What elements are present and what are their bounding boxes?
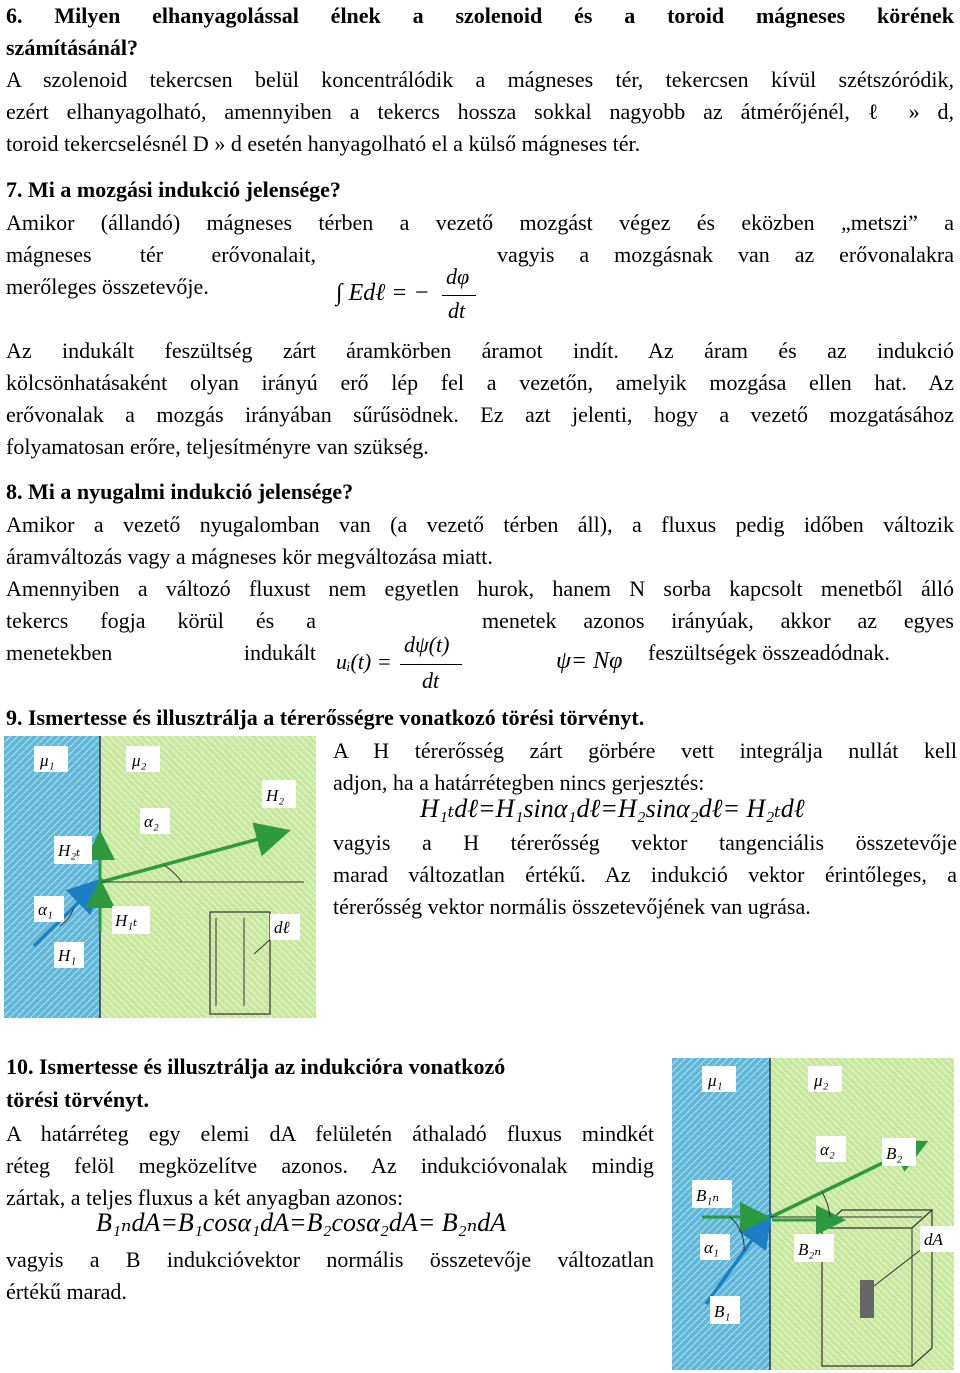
q10-text-line4: vagyis a B indukcióvektor normális összetevője változatlan xyxy=(6,1247,654,1272)
q10-text-line2: réteg felöl megközelítve azonos. Az indukcióvonalak mindig xyxy=(6,1153,654,1178)
q8-text-line4b: menetek azonos irányúak, akkor az egyes xyxy=(482,608,954,633)
alpha1-label: α₁ xyxy=(38,900,53,919)
q9-text-line4: marad változatlan értékű. Az indukció vektor érintőleges, a xyxy=(333,862,957,887)
q8-text-line2: áramváltozás vagy a mágneses kör megváltozása miatt. xyxy=(6,544,493,569)
formula-induced-voltage-denominator: dt xyxy=(422,668,440,693)
q10-text-line5: értékű marad. xyxy=(6,1279,127,1304)
mu1-label: μ₁ xyxy=(40,751,55,770)
da-surface xyxy=(860,1280,874,1318)
formula-motional-emf-lhs: ∫ Edℓ = − xyxy=(336,280,430,306)
mu1-label: μ₁ xyxy=(708,1071,723,1090)
medium2-region xyxy=(100,736,316,1018)
formula-flux-linkage: ψ= Nφ xyxy=(556,648,623,674)
mu2-label: μ₂ xyxy=(814,1071,829,1090)
q7-para2-line1: Az indukált feszültség zárt áramkörben áramot indít. Az áram és az indukció xyxy=(6,338,954,363)
q8-text-line5a: menetekben indukált xyxy=(6,640,316,665)
formula-b-normal: B₁ₙdA=B₁cosα₁dA=B₂cosα₂dA= B₂ₙdA xyxy=(96,1208,507,1237)
q7-para2-line2: kölcsönhatásaként olyan irányú erő lép fel a vezetőn, amelyik mozgása ellen hat. Az xyxy=(6,370,954,395)
dl-label: dℓ xyxy=(274,918,290,937)
alpha2-label: α₂ xyxy=(820,1140,835,1159)
alpha1-label: α₁ xyxy=(704,1238,719,1257)
mu2-label: μ₂ xyxy=(132,751,147,770)
q10-title-b: törési törvényt. xyxy=(6,1087,149,1112)
q9-title: 9. Ismertesse és illusztrálja a térerősségre vonatkozó törési törvényt. xyxy=(6,705,645,730)
q10-text-line3: zártak, a teljes fluxus a két anyagban azonos: xyxy=(6,1185,404,1210)
q9-text-line5: térerősség vektor normális összetevőjének van ugrása. xyxy=(333,894,811,919)
b1n-label: B₁ₙ xyxy=(696,1186,720,1205)
q7-text-line3: merőleges összetevője. xyxy=(6,274,209,299)
formula-motional-emf-denominator: dt xyxy=(448,298,466,323)
q7-text-line1: Amikor (állandó) mágneses térben a vezető mozgást végez és eközben „metszi” a xyxy=(6,210,954,235)
q6-text-line3: toroid tekercselésnél D » d esetén hanyagolható el a külső mágneses tér. xyxy=(6,131,641,156)
q6-text-line2: ezért elhanyagolható, amennyiben a tekercs hossza sokkal nagyobb az átmérőjénél, ℓ » d, xyxy=(6,99,954,124)
q8-text-line5b: feszültségek összeadódnak. xyxy=(648,640,890,665)
b2-label: B₂ xyxy=(886,1144,903,1163)
fraction-bar xyxy=(400,664,462,665)
alpha2-label: α₂ xyxy=(144,812,159,831)
q8-text-line1: Amikor a vezető nyugalomban van (a vezető térben áll), a fluxus pedig időben változik xyxy=(6,512,954,537)
q7-text-line2a: mágneses tér erővonalait, xyxy=(6,242,316,267)
formula-motional-emf-numerator: dφ xyxy=(446,264,470,289)
q6-title-line1: 6. Milyen elhanyagolással élnek a szolenoid és a toroid mágneses körének xyxy=(6,3,954,28)
medium2-region xyxy=(770,1058,954,1370)
q10-title-a-text: 10. Ismertesse és illusztrálja az indukcióra vonatkozó xyxy=(6,1054,506,1079)
q9-text-line2: adjon, ha a határrétegben nincs gerjesztés: xyxy=(333,770,705,795)
q8-text-line4a: tekercs fogja körül és a xyxy=(6,608,316,633)
da-label: dA xyxy=(924,1230,943,1249)
q8-title: 8. Mi a nyugalmi indukció jelensége? xyxy=(6,479,354,504)
formula-motional-emf xyxy=(336,266,486,326)
b2n-label: B₂ₙ xyxy=(798,1240,822,1259)
q10-title-a xyxy=(6,1051,505,1083)
formula-induced-voltage-lhs: uᵢ(t) = xyxy=(336,649,392,674)
h1-label: H₁ xyxy=(58,946,77,965)
q7-para2-line4: folyamatosan erőre, teljesítményre van szükség. xyxy=(6,434,429,459)
formula-induced-voltage-numerator: dψ(t) xyxy=(404,632,450,657)
q7-title: 7. Mi a mozgási indukció jelensége? xyxy=(6,177,341,202)
h2-label: H₂ xyxy=(266,786,285,805)
b1-label: B₁ xyxy=(714,1302,731,1321)
fraction-bar xyxy=(442,295,476,296)
q8-text-line3: Amennyiben a változó fluxust nem egyetlen hurok, hanem N sorba kapcsolt menetből álló xyxy=(6,576,954,601)
q6-title-line2: számításánál? xyxy=(6,35,138,60)
q6-text-line1: A szolenoid tekercsen belül koncentrálódik a mágneses tér, tekercsen kívül szétszóródik, xyxy=(6,67,954,92)
h1t-label: H₁ₜ xyxy=(115,911,138,930)
formula-induced-voltage xyxy=(336,634,476,694)
medium1-region xyxy=(4,736,100,1018)
figure-h-refraction xyxy=(4,736,316,1018)
q9-text-line3: vagyis a H térerősség vektor tangenciális összetevője xyxy=(333,830,957,855)
h2t-label: H₂ₜ xyxy=(58,841,81,860)
figure-b-refraction xyxy=(672,1058,954,1370)
q7-text-line2b: vagyis a mozgásnak van az erővonalakra xyxy=(497,242,954,267)
q7-para2-line3: erővonalak a mozgás irányában sűrűsödnek. Ez azt jelenti, hogy a vezető mozgatásához xyxy=(6,402,954,427)
q10-text-line1: A határréteg egy elemi dA felületén áthaladó fluxus mindkét xyxy=(6,1121,654,1146)
q9-text-line1: A H térerősség zárt görbére vett integrálja nullát kell xyxy=(333,738,957,763)
formula-h-tangential: H₁ₜdℓ=H₁sinα₁dℓ=H₂sinα₂dℓ= H₂ₜdℓ xyxy=(420,794,805,823)
